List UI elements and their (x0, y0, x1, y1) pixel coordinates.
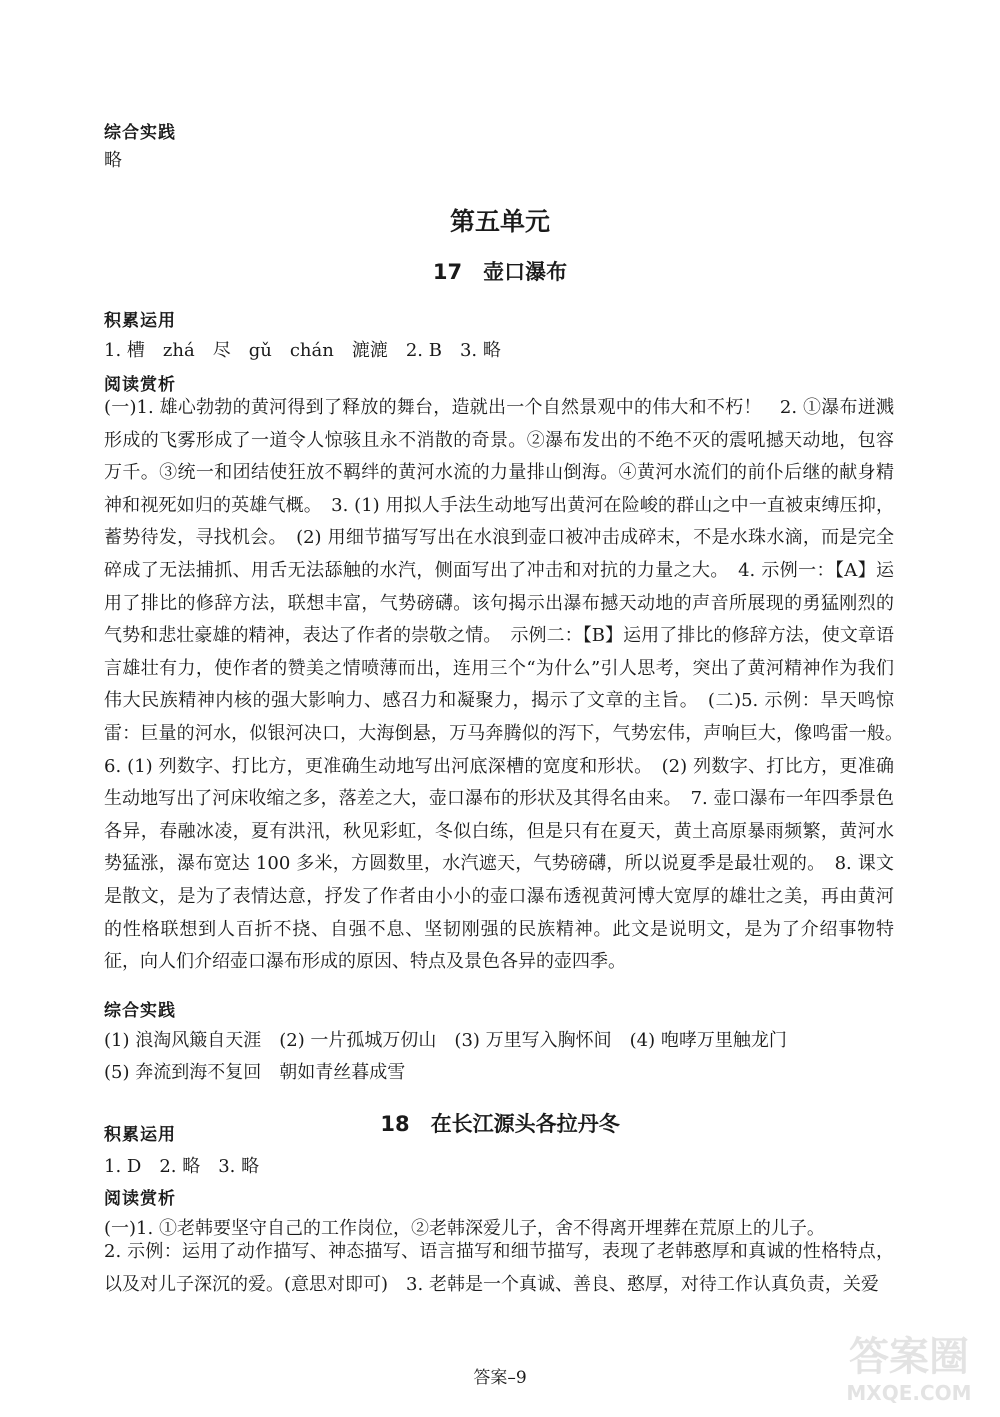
lesson-18-reading-rest: 2. 示例：运用了动作描写、神态描写、语言描写和细节描写，表现了老韩憨厚和真诚的性格特点，以及对儿子深沉的爱。(意思对即可) 3. 老韩是一个真诚、善良、憨厚，对待工作认真负责，关爱 (104, 1241, 894, 1295)
watermark-logo (834, 1318, 984, 1408)
lesson-17-practice-heading: 综合实践 (104, 1001, 176, 1021)
lesson-17-title: 17 壶口瀑布 (432, 260, 568, 284)
lesson-18-accumulation-heading: 积累运用 (104, 1125, 176, 1145)
lesson-18-title: 18 在长江源头各拉丹冬 (380, 1112, 620, 1136)
watermark-url: MXQE.COM (846, 1381, 972, 1405)
lesson-17-reading-answers: (一)1. 雄心勃勃的黄河得到了释放的舞台，造就出一个自然景观中的伟大和不朽！ 2. ①瀑布迸溅形成的飞雾形成了一道令人惊骇且永不消散的奇景。②瀑布发出的不绝不灭的震吼撼天动地，包容万千。③统一和团结使狂放不羁绊的黄河水流的力量排山倒海。④黄河水流们的前仆后继的献身精神和视死如归的英雄气概。 3. (1) 用拟人手法生动地写出黄河在险峻的群山之中一直被束缚压抑，蓄势待发，寻找机会。 (2) 用细节描写写出在水浪到壶口被冲击成碎末，不是水珠水滴，而是完全碎成了无法捕抓、用舌无法舔触的水汽，侧面写出了冲击和对抗的力量之大。 4. 示例一：【A】运用了排比的修辞方法，联想丰富，气势磅礴。该句揭示出瀑布撼天动地的声音所展现的勇猛刚烈的气势和悲壮豪雄的精神，表达了作者的崇敬之情。 示例二：【B】运用了排比的修辞方法，使文章语言雄壮有力，使作者的赞美之情喷薄而出，连用三个“为什么”引人思考，突出了黄河精神作为我们伟大民族精神内核的强大影响力、感召力和凝聚力，揭示了文章的主旨。 (二)5. 示例：旱天鸣惊雷：巨量的河水，似银河决口，大海倒悬，万马奔腾似的泻下，气势宏伟，声响巨大，像鸣雷一般。 6. (1) 列数字、打比方，更准确生动地写出河底深槽的宽度和形状。 (2) 列数字、打比方，更准确生动地写出了河床收缩之多，落差之大，壶口瀑布的形状及其得名由来。 7. 壶口瀑布一年四季景色各异，春融冰凌，夏有洪汛，秋见彩虹，冬似白练，但是只有在夏天，黄土高原暴雨频繁，黄河水势猛涨，瀑布宽达 100 多米，方圆数里，水汽遮天，气势磅礴，所以说夏季是最壮观的。 8. 课文是散文，是为了表情达意，抒发了作者由小小的壶口瀑布透视黄河博大宽厚的雄壮之美，再由黄河的性格联想到人百折不挠、自强不息、坚韧刚强的民族精神。此文是说明文，是为了介绍事物特征，向人们介绍壶口瀑布形成的原因、特点及景色各异的壶四季。 (104, 397, 912, 973)
watermark-title: 答案圈 (849, 1334, 969, 1380)
lesson-17-reading-heading: 阅读赏析 (104, 375, 176, 395)
lesson-18-reading-line-1: (一)1. ①老韩要坚守自己的工作岗位，②老韩深爱儿子，舍不得离开埋葬在荒原上的儿子。 (104, 1218, 825, 1239)
lesson-17-practice-line-1: (1) 浪淘风簸自天涯 (2) 一片孤城万仞山 (3) 万里写入胸怀间 (4) 咆哮万里触龙门 (104, 1030, 787, 1051)
lesson-17-accumulation-heading: 积累运用 (104, 311, 176, 331)
lesson-17-practice-line-2: (5) 奔流到海不复回 朝如青丝暮成雪 (104, 1062, 406, 1083)
lesson-18-reading-heading: 阅读赏析 (104, 1189, 176, 1209)
top-section-heading: 综合实践 (104, 123, 176, 143)
page-number: 答案–9 (473, 1368, 527, 1388)
lesson-18-accumulation-answers: 1. D 2. 略 3. 略 (104, 1156, 260, 1177)
lesson-17-accumulation-answers: 1. 槽 zhá 尽 gǔ chán 漉漉 2. B 3. 略 (104, 340, 501, 361)
top-section-text: 略 (104, 150, 122, 171)
unit-title: 第五单元 (449, 207, 550, 236)
